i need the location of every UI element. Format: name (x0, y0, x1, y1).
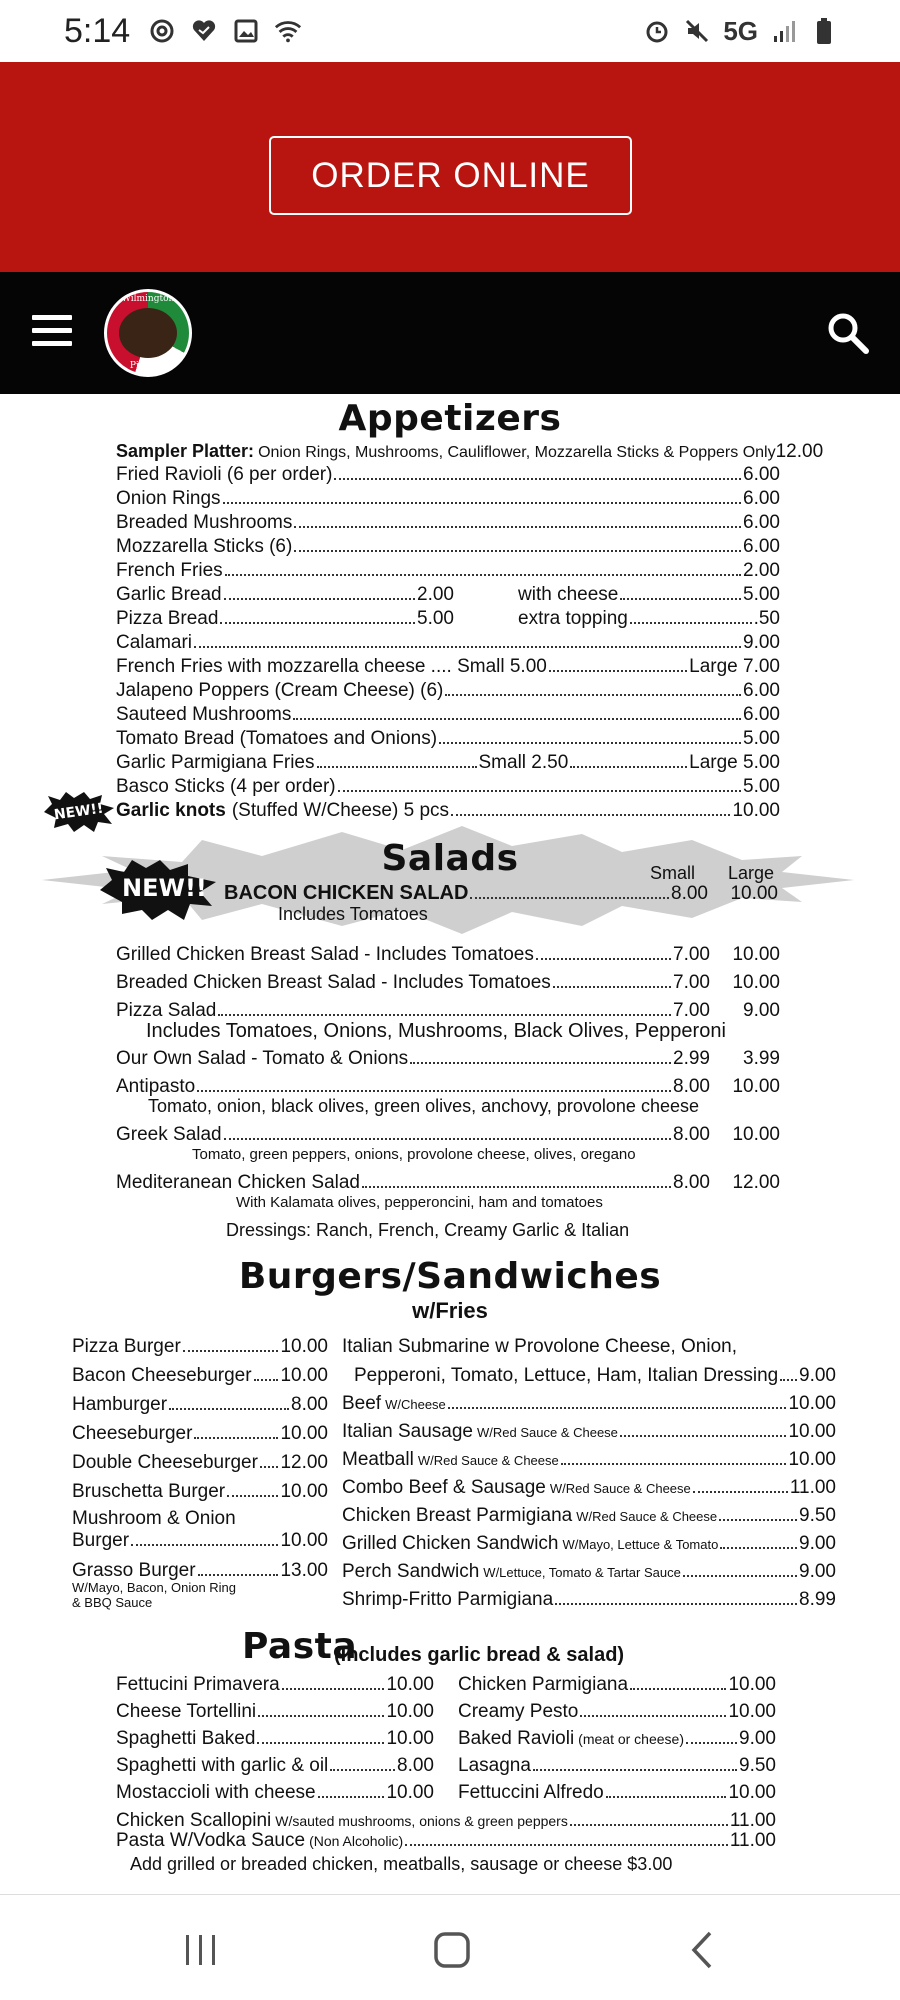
antipasto-row (116, 1076, 780, 1098)
sandwich-row (342, 1561, 836, 1584)
item-price: 11.00 (729, 1830, 776, 1851)
item-price: 13.00 (280, 1560, 328, 1581)
item-name: Antipasto (116, 1076, 196, 1097)
notification-icons (148, 17, 302, 45)
item-price-large: Large 5.00 (689, 752, 780, 773)
item-name: Mozzarella Sticks (6) (116, 536, 293, 557)
sampler-price: 12.00 (775, 441, 824, 462)
item-price: 10.00 (732, 800, 780, 821)
item-price: 6.00 (743, 464, 780, 485)
network-label: 5G (723, 15, 758, 46)
pasta-row (116, 1701, 434, 1723)
signal-icon (770, 17, 798, 45)
submarine-row (354, 1365, 836, 1387)
burger-row (72, 1365, 328, 1387)
status-time: 5:14 (64, 11, 131, 50)
item-name: Tomato Bread (Tomatoes and Onions) (116, 728, 438, 749)
item-price: 5.00 (743, 728, 780, 749)
pizza-salad-note: Includes Tomatoes, Onions, Mushrooms, Black Olives, Pepperoni (146, 1020, 726, 1042)
col-large-label: Large (728, 863, 775, 883)
item-name: Breaded Mushrooms (116, 512, 293, 533)
sandwich-row (342, 1421, 836, 1444)
menu-hamburger-icon[interactable] (32, 315, 72, 347)
item-name: Combo Beef & Sausage (342, 1477, 546, 1498)
item-price: 9.00 (743, 632, 780, 653)
item-price: 9.00 (799, 1365, 836, 1386)
item-note: W/Mayo, Lettuce & Tomato (562, 1537, 719, 1552)
threads-icon (148, 17, 176, 45)
antipasto-note: Tomato, onion, black olives, green olives, anchovy, provolone cheese (148, 1096, 699, 1116)
with-cheese-row (518, 584, 780, 606)
item-price-small: 7.00 (673, 972, 710, 993)
recent-apps-icon[interactable] (170, 1925, 230, 1975)
item-name: Meatball (342, 1449, 414, 1470)
item-price: 10.00 (788, 1449, 836, 1470)
pasta-row (458, 1782, 776, 1804)
item-note: W/Red Sauce & Cheese (576, 1509, 718, 1524)
bacon-salad-note: Includes Tomatoes (278, 904, 428, 924)
item-price-large: 10.00 (732, 1124, 780, 1145)
item-name: Fried Ravioli (6 per order) (116, 464, 333, 485)
order-banner (0, 62, 900, 272)
search-icon[interactable] (826, 311, 870, 355)
sauteed-row (116, 704, 780, 726)
own-salad-row (116, 1048, 780, 1070)
item-name: Hamburger (72, 1394, 168, 1415)
burger-row (72, 1423, 328, 1445)
status-bar (0, 0, 900, 62)
pasta-row (116, 1674, 434, 1696)
item-name: Beef (342, 1393, 382, 1414)
item-name: Grasso Burger (72, 1560, 196, 1581)
item-price: 9.00 (799, 1561, 836, 1582)
menu-content (0, 394, 900, 1894)
item-name: French Fries (116, 560, 223, 581)
ff-mozz-row (116, 656, 780, 678)
heart-app-icon (190, 17, 218, 45)
item-price: 6.00 (743, 704, 780, 725)
garlic-knots-row (116, 800, 780, 822)
sandwich-row (342, 1533, 836, 1556)
grasso-burger-row (72, 1560, 328, 1582)
item-price: 10.00 (280, 1530, 328, 1551)
item-name: Creamy Pesto (458, 1701, 579, 1722)
item-note: W/Red Sauce & Cheese (549, 1481, 691, 1496)
item-name: Greek Salad (116, 1124, 222, 1145)
item-price-small: 2.99 (673, 1048, 710, 1069)
alarm-icon (643, 17, 671, 45)
item-note: W/Lettuce, Tomato & Tartar Sauce (483, 1565, 681, 1580)
logo-emblem (119, 308, 177, 358)
item-name: Cheese Tortellini (116, 1701, 257, 1722)
sandwich-row (342, 1477, 836, 1500)
item-name: Cheeseburger (72, 1423, 193, 1444)
item-name: Chicken Breast Parmigiana (342, 1505, 573, 1526)
item-price-small: 8.00 (673, 1076, 710, 1097)
item-price-large: 12.00 (732, 1172, 780, 1193)
new-badge-text: NEW!! (53, 800, 105, 824)
sandwich-row (342, 1393, 836, 1416)
item-price: 11.00 (729, 1810, 776, 1831)
home-icon[interactable] (422, 1925, 482, 1975)
item-price: 9.50 (799, 1505, 836, 1526)
grasso-note-2: & BBQ Sauce (72, 1595, 153, 1610)
pasta-title-note: (Includes garlic bread & salad) (334, 1644, 625, 1666)
basco-row (116, 776, 780, 798)
item-note: W/Cheese (385, 1397, 446, 1412)
logo-top-text: Wilmington (121, 294, 175, 304)
bacon-salad-row (224, 882, 778, 905)
site-navbar (0, 272, 900, 394)
salad-row (116, 972, 780, 994)
item-name: Baked Ravioli (458, 1728, 575, 1749)
logo-bottom-text: Pizzaria (129, 361, 167, 371)
item-price: 9.00 (799, 1533, 836, 1554)
item-price: 10.00 (386, 1728, 434, 1749)
item-note: W/Red Sauce & Cheese (417, 1453, 559, 1468)
item-price-large: 10.00 (730, 883, 778, 904)
item-price: 10.00 (788, 1421, 836, 1442)
item-desc: (Stuffed W/Cheese) 5 pcs (231, 800, 450, 821)
item-price: 6.00 (743, 512, 780, 533)
jalapeno-row (116, 680, 780, 702)
pasta-row (458, 1674, 776, 1696)
item-price: 10.00 (280, 1423, 328, 1444)
item-name: Mostaccioli with cheese (116, 1782, 316, 1803)
mushroom-burger-row (72, 1530, 328, 1552)
menu-item (116, 512, 780, 534)
item-note: (meat or cheese) (578, 1731, 684, 1747)
burger-row (72, 1452, 328, 1474)
pasta-row (116, 1755, 434, 1777)
item-name: Garlic knots (116, 800, 226, 821)
item-price-large: 10.00 (732, 1076, 780, 1097)
item-name: Chicken Parmigiana (458, 1674, 629, 1695)
back-icon[interactable] (674, 1925, 734, 1975)
tomato-bread-row (116, 728, 780, 750)
item-name: Garlic Parmigiana Fries (116, 752, 315, 773)
pasta-row (458, 1701, 776, 1723)
item-price: 10.00 (280, 1365, 328, 1386)
greek-note: Tomato, green peppers, onions, provolone cheese, olives, oregano (192, 1146, 636, 1163)
sandwich-row (342, 1449, 836, 1472)
submarine-line1: Italian Submarine w Provolone Cheese, Onion, (342, 1336, 738, 1357)
item-price: 10.00 (386, 1701, 434, 1722)
burger-row (72, 1394, 328, 1416)
salads-title: Salads (381, 838, 519, 879)
item-name: Bacon Cheeseburger (72, 1365, 252, 1386)
menu-item (116, 560, 780, 582)
menu-item (116, 488, 780, 510)
pasta-row (116, 1782, 434, 1804)
greek-row (116, 1124, 780, 1146)
item-price-small: Small 2.50 (478, 752, 569, 773)
item-price: 6.00 (743, 680, 780, 701)
item-price-small: 8.00 (671, 883, 708, 904)
order-online-button[interactable]: ORDER ONLINE (269, 136, 632, 215)
burger-row (72, 1336, 328, 1358)
salad-new-badge-text: NEW!! (122, 874, 207, 902)
item-name: Pizza Salad (116, 1000, 217, 1021)
item-price: 5.00 (743, 776, 780, 797)
col-small-label: Small (650, 863, 696, 883)
item-price: 8.00 (291, 1394, 328, 1415)
item-name: Italian Sausage (342, 1421, 473, 1442)
item-price: 5.00 (743, 584, 780, 605)
item-name: Spaghetti with garlic & oil (116, 1755, 329, 1776)
item-price: 10.00 (788, 1393, 836, 1414)
pizzeria-logo[interactable] (104, 289, 192, 377)
grasso-note-1: W/Mayo, Bacon, Onion Ring (72, 1580, 237, 1595)
item-name: Jalapeno Poppers (Cream Cheese) (6) (116, 680, 444, 701)
item-name: Pizza Bread (116, 608, 219, 629)
item-price: 8.00 (397, 1755, 434, 1776)
item-name: Breaded Chicken Breast Salad - Includes Tomatoes (116, 972, 551, 993)
menu-item (116, 536, 780, 558)
item-name: Sauteed Mushrooms (116, 704, 292, 725)
pasta-row (458, 1755, 776, 1777)
item-note: (Non Alcoholic) (309, 1833, 404, 1849)
dressings-text: Dressings: Ranch, French, Creamy Garlic & Italian (226, 1220, 630, 1240)
pasta-row (116, 1728, 434, 1750)
item-price-large: 9.00 (743, 1000, 780, 1021)
item-name: Shrimp-Fritto Parmigiana (342, 1589, 554, 1610)
item-name: Pepperoni, Tomato, Lettuce, Ham, Italian Dressing (354, 1365, 779, 1386)
item-name: Double Cheeseburger (72, 1452, 258, 1473)
item-price-small: 8.00 (673, 1172, 710, 1193)
scallopini-row (116, 1810, 776, 1832)
item-name: Basco Sticks (4 per order) (116, 776, 336, 797)
item-name: French Fries with mozzarella cheese .... Small 5.00 (116, 656, 547, 677)
mushroom-burger-line1: Mushroom & Onion (72, 1508, 236, 1529)
wifi-icon (274, 17, 302, 45)
item-name: Grilled Chicken Sandwich (342, 1533, 559, 1554)
item-price: 10.00 (728, 1782, 776, 1803)
vodka-row (116, 1830, 776, 1852)
item-price-small: 7.00 (673, 1000, 710, 1021)
pizza-bread-row (116, 608, 454, 630)
mediterranean-row (116, 1172, 780, 1194)
addon-text: Add grilled or breaded chicken, meatballs, sausage or cheese $3.00 (130, 1854, 673, 1874)
sandwich-row (342, 1589, 836, 1611)
item-price: 2.00 (417, 584, 454, 605)
item-name: Mediteranean Chicken Salad (116, 1172, 360, 1193)
item-name: Fettucini Primavera (116, 1674, 280, 1695)
item-price: 9.00 (739, 1728, 776, 1749)
item-price: 5.00 (417, 608, 454, 629)
item-name: Perch Sandwich (342, 1561, 480, 1582)
system-icons (643, 16, 838, 47)
calamari-row (116, 632, 780, 654)
item-price: 10.00 (386, 1674, 434, 1695)
item-name: Calamari (116, 632, 193, 653)
sampler-name: Sampler Platter: (116, 441, 255, 461)
item-price: .50 (753, 608, 780, 629)
item-price: 10.00 (280, 1336, 328, 1357)
item-price: 2.00 (743, 560, 780, 581)
mediterranean-note: With Kalamata olives, pepperoncini, ham and tomatoes (236, 1194, 603, 1211)
item-price: 6.00 (743, 536, 780, 557)
item-price-small: 7.00 (673, 944, 710, 965)
item-name: Bruschetta Burger (72, 1481, 226, 1502)
pasta-title: Pasta (242, 1626, 358, 1667)
battery-icon (810, 17, 838, 45)
item-note: W/Red Sauce & Cheese (477, 1425, 618, 1440)
image-icon (232, 17, 260, 45)
burgers-title: Burgers/Sandwiches (238, 1256, 662, 1297)
item-price: 10.00 (386, 1782, 434, 1803)
sampler-desc: Onion Rings, Mushrooms, Cauliflower, Mozzarella Sticks & Poppers Only (258, 444, 776, 461)
salad-row (116, 1000, 780, 1022)
menu-item (116, 464, 780, 486)
pasta-row (458, 1728, 776, 1750)
item-name: Garlic Bread (116, 584, 222, 605)
item-price-large: 10.00 (732, 972, 780, 993)
item-note: W/sauted mushrooms, onions & green peppers (275, 1813, 568, 1829)
item-price: Large 7.00 (689, 656, 780, 677)
item-price: 10.00 (728, 1701, 776, 1722)
item-name: Pasta W/Vodka Sauce (116, 1830, 306, 1851)
mute-icon (683, 17, 711, 45)
item-price: 10.00 (728, 1674, 776, 1695)
burger-row (72, 1481, 328, 1503)
system-navigation-bar (0, 1894, 900, 2000)
burgers-subtitle: w/Fries (412, 1298, 488, 1323)
item-name: Onion Rings (116, 488, 221, 509)
extra-topping-row (518, 608, 780, 630)
item-name: Burger (72, 1530, 130, 1551)
item-price-small: 8.00 (673, 1124, 710, 1145)
item-name: Fettuccini Alfredo (458, 1782, 604, 1803)
salad-row (116, 944, 780, 966)
garlic-bread-row (116, 584, 454, 606)
item-name: Grilled Chicken Breast Salad - Includes Tomatoes (116, 944, 534, 965)
item-name: BACON CHICKEN SALAD (224, 882, 469, 904)
parm-fries-row (116, 752, 780, 774)
item-price: 9.50 (739, 1755, 776, 1776)
item-price: 6.00 (743, 488, 780, 509)
item-price-large: 10.00 (732, 944, 780, 965)
item-price: 11.00 (789, 1477, 836, 1498)
sandwich-row (342, 1505, 836, 1528)
item-price-large: 3.99 (743, 1048, 780, 1069)
item-name: extra topping (518, 608, 628, 629)
item-name: Our Own Salad - Tomato & Onions (116, 1048, 409, 1069)
item-name: Spaghetti Baked (116, 1728, 256, 1749)
item-price: 10.00 (280, 1481, 328, 1502)
item-name: Chicken Scallopini (116, 1810, 272, 1831)
item-name: Lasagna (458, 1755, 531, 1776)
appetizers-title: Appetizers (338, 398, 562, 439)
item-name: with cheese (518, 584, 619, 605)
item-price: 8.99 (799, 1589, 836, 1610)
sampler-row (116, 440, 824, 464)
item-price: 12.00 (280, 1452, 328, 1473)
item-name: Pizza Burger (72, 1336, 181, 1357)
